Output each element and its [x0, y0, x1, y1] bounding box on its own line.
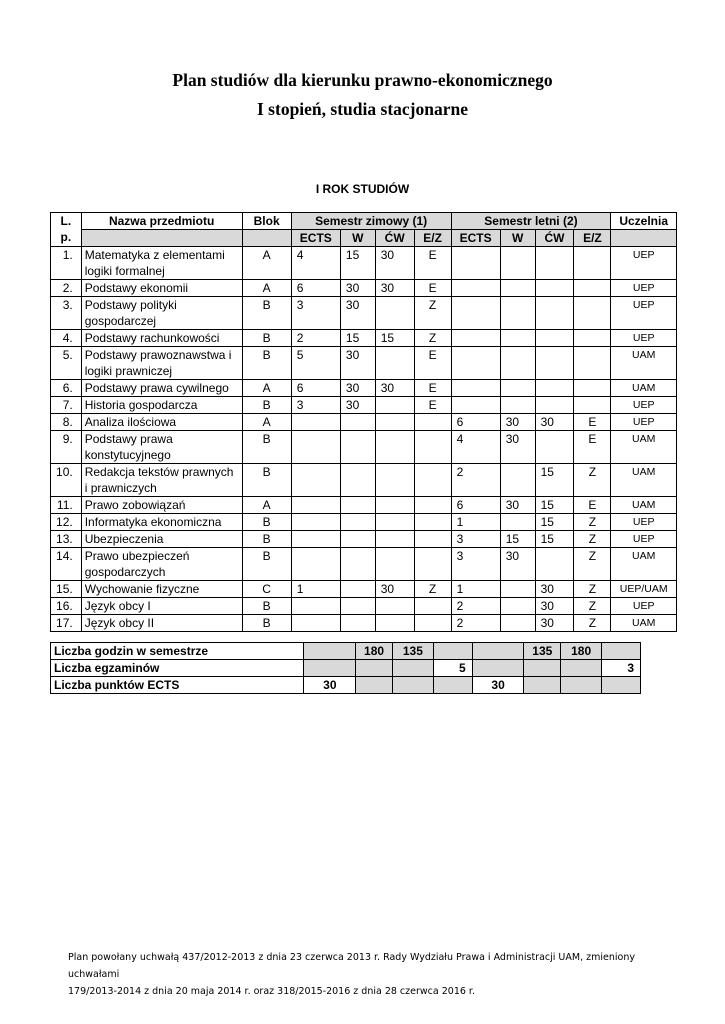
- cell-name: Podstawy prawa cywilnego: [81, 380, 242, 397]
- cell-l-ez: Z: [574, 598, 611, 615]
- cell-l-cw: 30: [535, 598, 574, 615]
- table-row: [51, 497, 677, 514]
- cell-l-ects: [451, 247, 500, 280]
- table-row: [51, 431, 677, 464]
- cell-uni: UEP: [611, 414, 677, 431]
- cell-z-w: [340, 615, 375, 632]
- cell-lp: 15.: [51, 581, 82, 598]
- cell-l-cw: 30: [535, 581, 574, 598]
- cell-l-cw: [535, 397, 574, 414]
- summary-exams-row: [51, 660, 641, 677]
- cell-z-cw: [375, 431, 414, 464]
- cell-z-cw: [375, 414, 414, 431]
- cell-l-ez: Z: [574, 548, 611, 581]
- cell-z-w: [340, 581, 375, 598]
- cell-z-ects: [291, 548, 340, 581]
- cell-blok: B: [242, 531, 291, 548]
- cell-l-ects: 1: [451, 514, 500, 531]
- header-l-cw: ĆW: [535, 230, 574, 247]
- cell-l-w: 30: [500, 497, 535, 514]
- cell-z-ez: E: [414, 347, 451, 380]
- cell-lp: 8.: [51, 414, 82, 431]
- cell-name: Podstawy prawa konstytucyjnego: [81, 431, 242, 464]
- header-z-ez: E/Z: [414, 230, 451, 247]
- cell-blok: B: [242, 598, 291, 615]
- cell-z-w: [340, 531, 375, 548]
- table-row: [51, 297, 677, 330]
- cell-l-cw: 30: [535, 414, 574, 431]
- cell-z-cw: 15: [375, 330, 414, 347]
- cell-lp: 11.: [51, 497, 82, 514]
- cell-z-w: 30: [340, 280, 375, 297]
- cell-l-cw: [535, 247, 574, 280]
- cell-z-ects: [291, 464, 340, 497]
- cell-lp: 4.: [51, 330, 82, 347]
- summary-exams-z: 5: [433, 660, 472, 677]
- cell-z-w: 30: [340, 297, 375, 330]
- cell-z-cw: 30: [375, 247, 414, 280]
- cell-l-ez: E: [574, 431, 611, 464]
- cell-z-ez: [414, 548, 451, 581]
- cell-blok: B: [242, 615, 291, 632]
- cell-z-cw: 30: [375, 380, 414, 397]
- table-row: [51, 414, 677, 431]
- cell-uni: UAM: [611, 615, 677, 632]
- cell-uni: UEP: [611, 598, 677, 615]
- cell-l-ez: [574, 280, 611, 297]
- cell-lp: 16.: [51, 598, 82, 615]
- cell-l-cw: [535, 280, 574, 297]
- cell-z-ez: [414, 615, 451, 632]
- table-row: [51, 347, 677, 380]
- cell-z-ez: [414, 497, 451, 514]
- footer-line-2: 179/2013-2014 z dnia 20 maja 2014 r. oraz 318/2015-2016 z dnia 28 czerwca 2016 r.: [68, 986, 475, 997]
- cell-name: Podstawy rachunkowości: [81, 330, 242, 347]
- cell-name: Informatyka ekonomiczna: [81, 514, 242, 531]
- cell-z-w: 15: [340, 330, 375, 347]
- cell-z-w: [340, 464, 375, 497]
- cell-blok: B: [242, 330, 291, 347]
- cell-lp: 9.: [51, 431, 82, 464]
- cell-uni: UAM: [611, 548, 677, 581]
- cell-uni: UEP: [611, 397, 677, 414]
- cell-z-w: 30: [340, 380, 375, 397]
- cell-name: Podstawy ekonomii: [81, 280, 242, 297]
- cell-l-ects: [451, 297, 500, 330]
- cell-uni: UAM: [611, 431, 677, 464]
- table-row: [51, 548, 677, 581]
- cell-l-w: [500, 247, 535, 280]
- cell-l-ez: [574, 247, 611, 280]
- cell-name: Matematyka z elementami logiki formalnej: [81, 247, 242, 280]
- cell-l-cw: [535, 330, 574, 347]
- cell-l-ects: 6: [451, 414, 500, 431]
- cell-z-cw: 30: [375, 581, 414, 598]
- cell-l-cw: 15: [535, 514, 574, 531]
- table-row: [51, 247, 677, 280]
- cell-l-ez: E: [574, 497, 611, 514]
- table-row: [51, 330, 677, 347]
- table-row: [51, 397, 677, 414]
- cell-z-ez: E: [414, 380, 451, 397]
- header-uni-blank: [611, 230, 677, 247]
- cell-name: Język obcy II: [81, 615, 242, 632]
- cell-z-cw: [375, 464, 414, 497]
- cell-l-ez: E: [574, 414, 611, 431]
- cell-z-ez: [414, 414, 451, 431]
- cell-z-ects: [291, 514, 340, 531]
- cell-z-ez: E: [414, 397, 451, 414]
- header-summer-semester: Semestr letni (2): [451, 213, 611, 230]
- cell-l-cw: 15: [535, 531, 574, 548]
- header-l-ez: E/Z: [574, 230, 611, 247]
- cell-z-cw: [375, 397, 414, 414]
- header-z-cw: ĆW: [375, 230, 414, 247]
- cell-z-w: [340, 548, 375, 581]
- cell-z-ects: [291, 531, 340, 548]
- cell-z-ez: E: [414, 247, 451, 280]
- cell-l-w: [500, 297, 535, 330]
- cell-blok: B: [242, 347, 291, 380]
- cell-uni: UEP: [611, 330, 677, 347]
- cell-z-ez: Z: [414, 330, 451, 347]
- header-lp: L. p.: [51, 213, 82, 247]
- cell-z-w: [340, 497, 375, 514]
- cell-l-ects: [451, 397, 500, 414]
- cell-z-w: 15: [340, 247, 375, 280]
- cell-lp: 2.: [51, 280, 82, 297]
- cell-l-ects: [451, 380, 500, 397]
- cell-l-ects: [451, 280, 500, 297]
- cell-l-w: 30: [500, 431, 535, 464]
- cell-lp: 12.: [51, 514, 82, 531]
- cell-z-ez: [414, 431, 451, 464]
- cell-l-cw: 15: [535, 497, 574, 514]
- section-heading: I ROK STUDIÓW: [315, 182, 410, 196]
- cell-l-w: [500, 280, 535, 297]
- cell-l-cw: [535, 347, 574, 380]
- cell-lp: 1.: [51, 247, 82, 280]
- cell-blok: B: [242, 397, 291, 414]
- cell-z-ects: 3: [291, 397, 340, 414]
- cell-z-ects: [291, 431, 340, 464]
- cell-l-ects: 3: [451, 548, 500, 581]
- cell-z-w: 30: [340, 397, 375, 414]
- cell-l-ects: 2: [451, 464, 500, 497]
- study-plan-table: [50, 212, 677, 632]
- cell-z-ects: 3: [291, 297, 340, 330]
- header-name: Nazwa przedmiotu: [81, 213, 242, 230]
- cell-blok: A: [242, 280, 291, 297]
- cell-l-ects: [451, 347, 500, 380]
- cell-l-w: [500, 581, 535, 598]
- summary-ects-row: [51, 677, 641, 694]
- header-z-ects: ECTS: [291, 230, 340, 247]
- cell-z-ects: [291, 615, 340, 632]
- cell-l-ez: [574, 397, 611, 414]
- summary-ects-label: Liczba punktów ECTS: [51, 677, 304, 694]
- cell-lp: 14.: [51, 548, 82, 581]
- cell-lp: 13.: [51, 531, 82, 548]
- footer-note: [68, 949, 668, 1000]
- cell-z-cw: [375, 531, 414, 548]
- cell-l-ects: 2: [451, 615, 500, 632]
- cell-z-w: [340, 414, 375, 431]
- cell-uni: UAM: [611, 347, 677, 380]
- cell-name: Język obcy I: [81, 598, 242, 615]
- cell-z-ez: [414, 464, 451, 497]
- cell-z-ez: E: [414, 280, 451, 297]
- cell-z-cw: [375, 497, 414, 514]
- cell-name: Wychowanie fizyczne: [81, 581, 242, 598]
- cell-l-ez: [574, 330, 611, 347]
- cell-uni: UEP: [611, 531, 677, 548]
- cell-l-ects: 6: [451, 497, 500, 514]
- table-row: [51, 514, 677, 531]
- cell-l-w: [500, 514, 535, 531]
- cell-z-cw: [375, 297, 414, 330]
- cell-l-cw: [535, 297, 574, 330]
- cell-blok: B: [242, 431, 291, 464]
- cell-z-ects: 6: [291, 280, 340, 297]
- cell-name: Analiza ilościowa: [81, 414, 242, 431]
- summary-hours-l-w: 135: [524, 643, 561, 660]
- header-name-blank: [81, 230, 242, 247]
- cell-z-ects: [291, 414, 340, 431]
- cell-uni: UEP: [611, 514, 677, 531]
- cell-l-ects: 1: [451, 581, 500, 598]
- table-row: [51, 598, 677, 615]
- cell-uni: UAM: [611, 380, 677, 397]
- header-uczelnia: Uczelnia: [611, 213, 677, 230]
- cell-z-w: 30: [340, 347, 375, 380]
- header-z-w: W: [340, 230, 375, 247]
- cell-z-ez: Z: [414, 581, 451, 598]
- header-blok: Blok: [242, 213, 291, 230]
- cell-uni: UAM: [611, 497, 677, 514]
- cell-lp: 7.: [51, 397, 82, 414]
- cell-name: Historia gospodarcza: [81, 397, 242, 414]
- cell-blok: B: [242, 548, 291, 581]
- cell-l-ez: [574, 297, 611, 330]
- table-row: [51, 581, 677, 598]
- cell-l-w: 30: [500, 548, 535, 581]
- cell-uni: UEP/UAM: [611, 581, 677, 598]
- cell-z-cw: 30: [375, 280, 414, 297]
- summary-hours-label: Liczba godzin w semestrze: [51, 643, 304, 660]
- summary-hours-row: [51, 643, 641, 660]
- table-header-row: [51, 213, 677, 230]
- header-blok-blank: [242, 230, 291, 247]
- cell-l-cw: [535, 380, 574, 397]
- summary-ects-z: 30: [304, 677, 356, 694]
- cell-l-ez: [574, 380, 611, 397]
- cell-uni: UEP: [611, 247, 677, 280]
- cell-blok: B: [242, 514, 291, 531]
- summary-hours-z-cw: 135: [392, 643, 433, 660]
- cell-z-w: [340, 598, 375, 615]
- cell-z-w: [340, 431, 375, 464]
- cell-l-ects: 2: [451, 598, 500, 615]
- cell-lp: 10.: [51, 464, 82, 497]
- summary-exams-label: Liczba egzaminów: [51, 660, 304, 677]
- cell-z-ez: Z: [414, 297, 451, 330]
- cell-z-cw: [375, 514, 414, 531]
- cell-blok: C: [242, 581, 291, 598]
- cell-blok: B: [242, 297, 291, 330]
- summary-table: [50, 642, 641, 694]
- summary-hours-l-cw: 180: [561, 643, 602, 660]
- header-l-w: W: [500, 230, 535, 247]
- cell-blok: A: [242, 414, 291, 431]
- cell-l-ez: Z: [574, 581, 611, 598]
- cell-uni: UAM: [611, 464, 677, 497]
- cell-z-cw: [375, 548, 414, 581]
- cell-lp: 3.: [51, 297, 82, 330]
- cell-lp: 5.: [51, 347, 82, 380]
- cell-l-ez: Z: [574, 514, 611, 531]
- cell-z-ects: [291, 497, 340, 514]
- cell-z-cw: [375, 598, 414, 615]
- cell-l-cw: [535, 431, 574, 464]
- cell-name: Podstawy polityki gospodarczej: [81, 297, 242, 330]
- cell-l-cw: [535, 548, 574, 581]
- cell-uni: UEP: [611, 297, 677, 330]
- cell-l-ez: Z: [574, 615, 611, 632]
- cell-z-w: [340, 514, 375, 531]
- cell-l-w: [500, 598, 535, 615]
- cell-name: Prawo ubezpieczeń gospodarczych: [81, 548, 242, 581]
- cell-l-cw: 15: [535, 464, 574, 497]
- cell-name: Redakcja tekstów prawnych i prawniczych: [81, 464, 242, 497]
- document-title: Plan studiów dla kierunku prawno-ekonomicznego: [172, 70, 553, 90]
- cell-l-w: [500, 347, 535, 380]
- table-subheader-row: [51, 230, 677, 247]
- cell-l-ects: 3: [451, 531, 500, 548]
- cell-l-cw: 30: [535, 615, 574, 632]
- footer-line-1: Plan powołany uchwałą 437/2012-2013 z dnia 23 czerwca 2013 r. Rady Wydziału Prawa i Administracji UAM, zmieniony uchwałami: [68, 952, 635, 980]
- cell-name: Podstawy prawoznawstwa i logiki prawniczej: [81, 347, 242, 380]
- cell-z-cw: [375, 615, 414, 632]
- cell-z-ects: [291, 598, 340, 615]
- cell-z-ects: 6: [291, 380, 340, 397]
- cell-name: Prawo zobowiązań: [81, 497, 242, 514]
- summary-ects-l: 30: [472, 677, 524, 694]
- summary-hours-z-w: 180: [356, 643, 393, 660]
- cell-l-ez: Z: [574, 464, 611, 497]
- cell-l-w: [500, 380, 535, 397]
- cell-z-ez: [414, 531, 451, 548]
- table-row: [51, 464, 677, 497]
- table-row: [51, 280, 677, 297]
- cell-z-ects: 5: [291, 347, 340, 380]
- cell-z-ez: [414, 598, 451, 615]
- cell-l-w: [500, 330, 535, 347]
- cell-l-ez: [574, 347, 611, 380]
- cell-l-w: [500, 397, 535, 414]
- header-winter-semester: Semestr zimowy (1): [291, 213, 451, 230]
- cell-z-ects: 4: [291, 247, 340, 280]
- cell-blok: A: [242, 380, 291, 397]
- cell-l-w: 30: [500, 414, 535, 431]
- cell-lp: 17.: [51, 615, 82, 632]
- cell-blok: B: [242, 464, 291, 497]
- table-row: [51, 615, 677, 632]
- cell-l-w: [500, 464, 535, 497]
- summary-exams-l: 3: [602, 660, 641, 677]
- cell-l-ects: 4: [451, 431, 500, 464]
- table-row: [51, 531, 677, 548]
- cell-l-w: 15: [500, 531, 535, 548]
- cell-z-cw: [375, 347, 414, 380]
- cell-z-ects: 2: [291, 330, 340, 347]
- cell-uni: UEP: [611, 280, 677, 297]
- cell-lp: 6.: [51, 380, 82, 397]
- header-l-ects: ECTS: [451, 230, 500, 247]
- cell-z-ez: [414, 514, 451, 531]
- cell-l-ez: Z: [574, 531, 611, 548]
- cell-name: Ubezpieczenia: [81, 531, 242, 548]
- cell-l-ects: [451, 330, 500, 347]
- cell-blok: A: [242, 497, 291, 514]
- cell-l-w: [500, 615, 535, 632]
- cell-blok: A: [242, 247, 291, 280]
- cell-z-ects: 1: [291, 581, 340, 598]
- document-subtitle: I stopień, studia stacjonarne: [257, 99, 468, 119]
- table-row: [51, 380, 677, 397]
